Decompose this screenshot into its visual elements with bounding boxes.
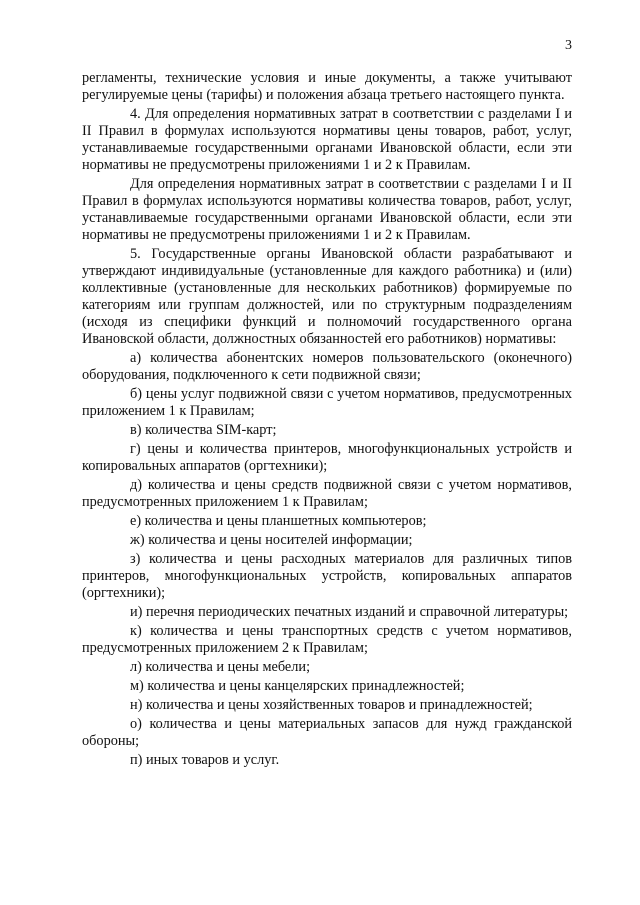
- list-item-a: а) количества абонентских номеров пользовательского (оконечного) оборудования, подключенного к сети подвижной связи;: [82, 350, 572, 383]
- paragraph-item-5: 5. Государственные органы Ивановской области разрабатывают и утверждают индивидуальные (установленные для каждого работника) и (или) коллективные (установленные для нескольких работников) формируемые по категориям или группам должностей, или по структурным подразделениям (исходя из специфики функций и полномочий государственного органа Ивановской области, должностных обязанностей его работников) нормативы:: [82, 246, 572, 347]
- document-body: [82, 70, 572, 771]
- list-item-i: и) перечня периодических печатных изданий и справочной литературы;: [130, 604, 569, 620]
- list-item-o: о) количества и цены материальных запасов для нужд гражданской обороны;: [82, 716, 572, 749]
- list-item-g: г) цены и количества принтеров, многофункциональных устройств и копировальных аппаратов (оргтехники);: [82, 441, 572, 474]
- list-item-n: н) количества и цены хозяйственных товаров и принадлежностей;: [130, 697, 533, 713]
- list-item-zh: ж) количества и цены носителей информации;: [130, 532, 413, 548]
- list-item-d: д) количества и цены средств подвижной связи с учетом нормативов, предусмотренных приложением 1 к Правилам;: [82, 477, 572, 510]
- paragraph-continuation: регламенты, технические условия и иные документы, а также учитывают регулируемые цены (тарифы) и положения абзаца третьего настоящего пункта.: [82, 70, 572, 103]
- list-item-b: б) цены услуг подвижной связи с учетом нормативов, предусмотренных приложением 1 к Правилам;: [82, 386, 572, 419]
- paragraph-quantity-norms: Для определения нормативных затрат в соответствии с разделами I и II Правил в формулах используются нормативы количества товаров, работ, услуг, устанавливаемые государственными органами Ивановской области, если эти нормативы не предусмотрены приложениями 1 и 2 к Правилам.: [82, 176, 572, 243]
- list-item-z: з) количества и цены расходных материалов для различных типов принтеров, многофункциональных устройств, копировальных аппаратов (оргтехники);: [82, 551, 572, 601]
- paragraph-item-4: 4. Для определения нормативных затрат в соответствии с разделами I и II Правил в формулах используются нормативы цены товаров, работ, услуг, устанавливаемые государственными органами Ивановской области, если эти нормативы не предусмотрены приложениями 1 и 2 к Правилам.: [82, 106, 572, 173]
- list-item-p: п) иных товаров и услуг.: [130, 752, 280, 768]
- list-item-e: е) количества и цены планшетных компьютеров;: [130, 513, 427, 529]
- page-number: 3: [565, 38, 572, 53]
- list-item-v: в) количества SIM-карт;: [130, 422, 277, 438]
- list-item-l: л) количества и цены мебели;: [130, 659, 311, 675]
- list-item-k: к) количества и цены транспортных средств с учетом нормативов, предусмотренных приложением 2 к Правилам;: [82, 623, 572, 656]
- list-item-m: м) количества и цены канцелярских принадлежностей;: [130, 678, 465, 694]
